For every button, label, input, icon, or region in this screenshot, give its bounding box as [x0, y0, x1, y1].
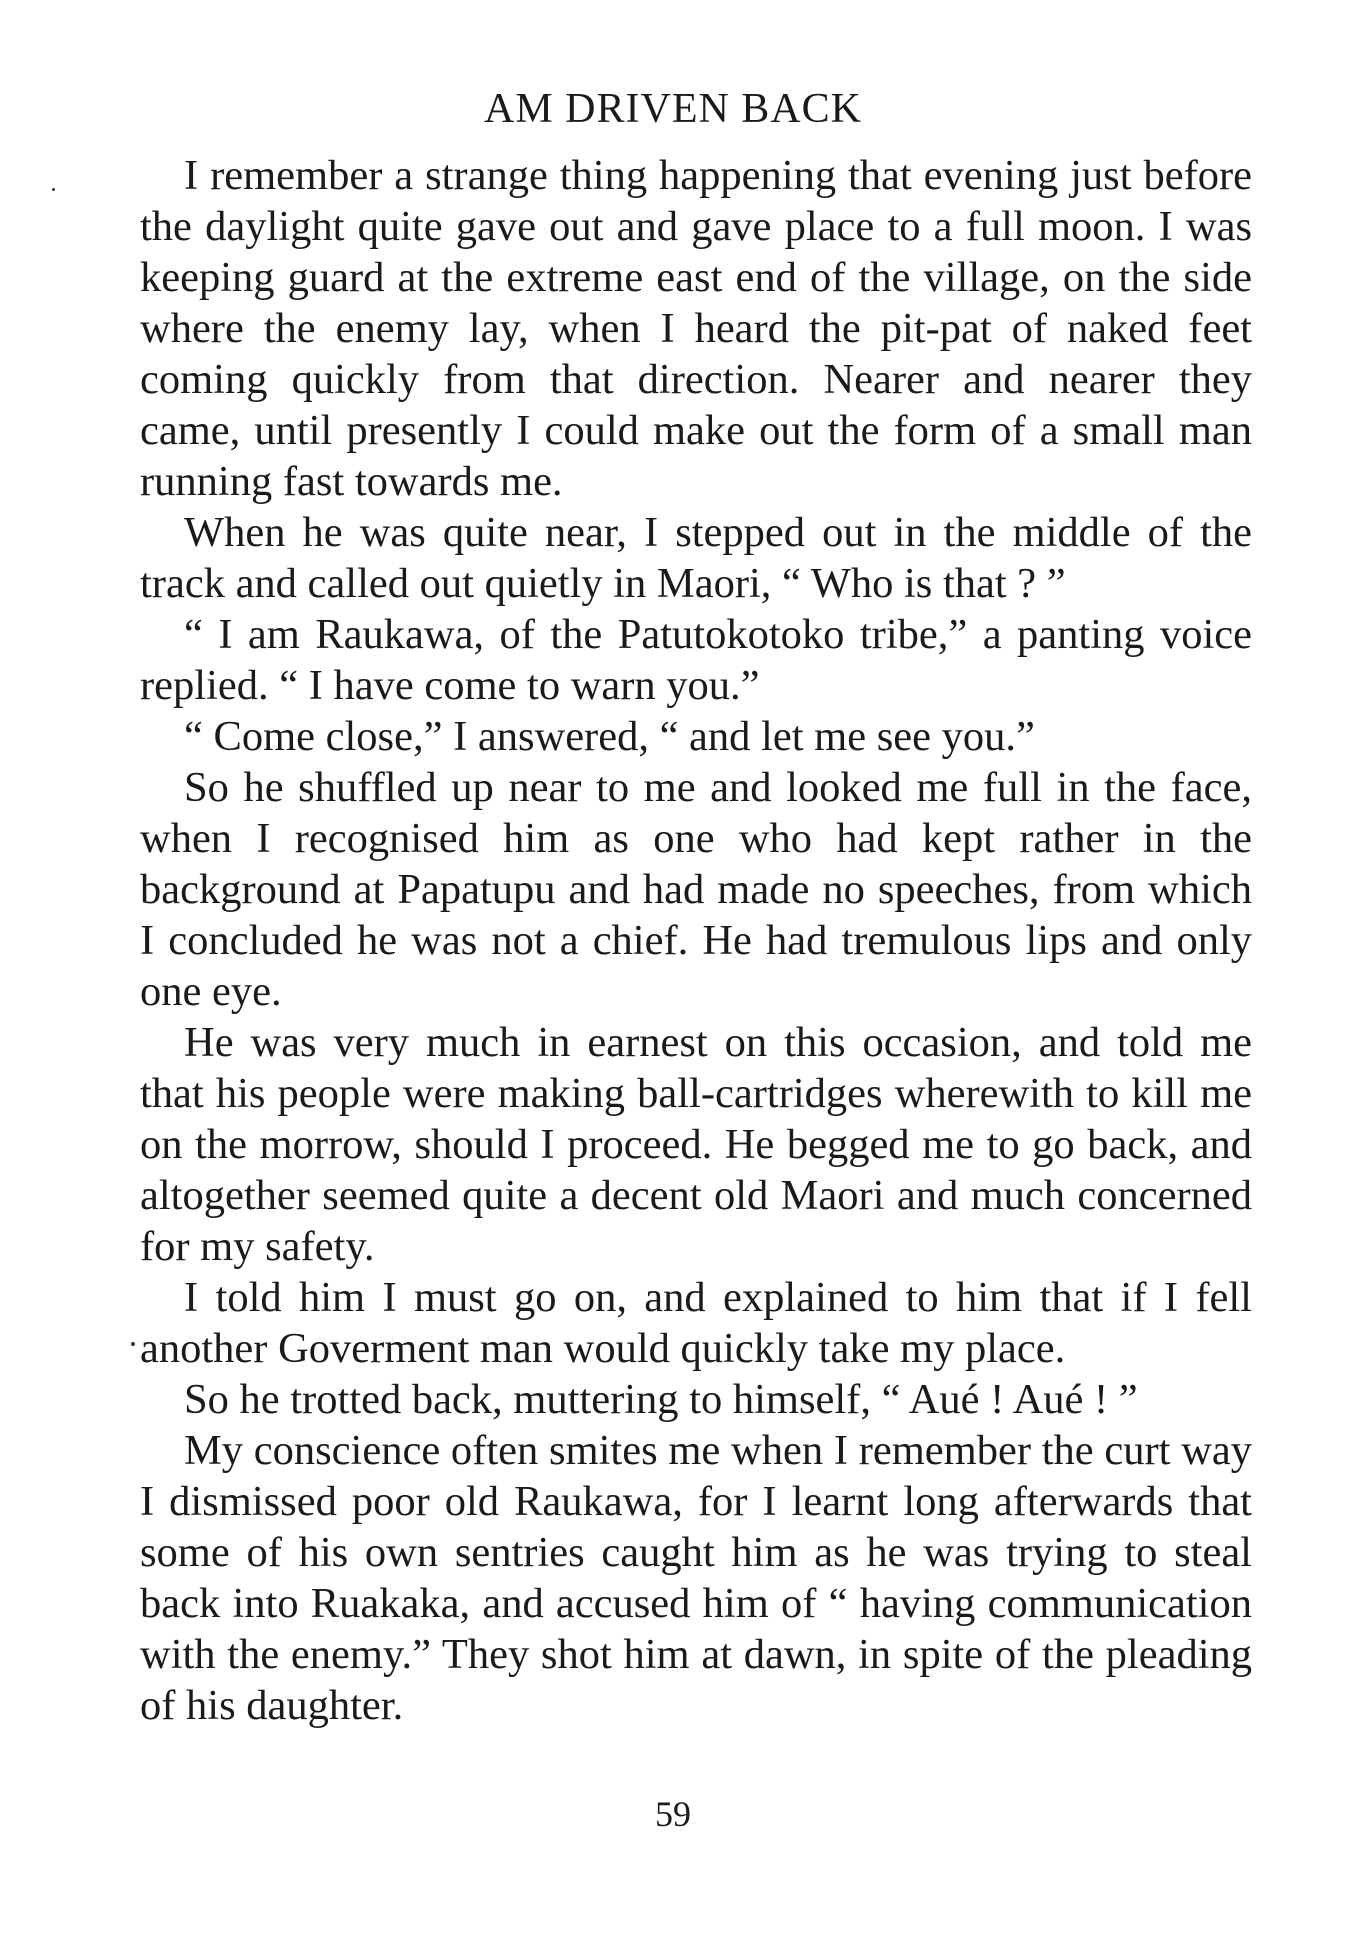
running-title: AM DRIVEN BACK — [483, 86, 862, 132]
paragraph: So he trotted back, muttering to himself, “ Aué ! Aué ! ” — [184, 1376, 1138, 1423]
page-number: 59 — [655, 1794, 691, 1834]
paragraph: When he was quite near, I stepped out in the middle of the track and called out quietly in Maori, “ Who is that ? ” — [140, 509, 1252, 607]
paragraph: “ Come close,” I answered, “ and let me see you.” — [184, 713, 1035, 760]
paragraph: He was very much in earnest on this occasion, and told me that his people were making ball-cartridges wherewith to kill me on the morrow, should I proceed. He begged me to go back, and altogether seemed quite a decent old Maori and much concerned for my safety. — [140, 1019, 1252, 1270]
print-speck — [131, 1342, 135, 1346]
paragraph: So he shuffled up near to me and looked me full in the face, when I recognised him as one who had kept rather in the background at Papatupu and had made no speeches, from which I concluded he was not a chief. He had tremulous lips and only one eye. — [140, 764, 1252, 1015]
print-speck — [52, 188, 55, 191]
paragraph: My conscience often smites me when I remember the curt way I dismissed poor old Raukawa, for I learnt long afterwards that some of his own sentries caught him as he was trying to steal back into Ruakaka, and accused him of “ having communication with the enemy.” They shot him at dawn, in spite of the pleading of his daughter. — [140, 1427, 1252, 1729]
paragraph: I told him I must go on, and explained to him that if I fell another Goverment man would quickly take my place. — [140, 1274, 1252, 1372]
body-text — [140, 150, 1252, 1731]
paragraph: “ I am Raukawa, of the Patutokotoko tribe,” a panting voice replied. “ I have come to warn you.” — [140, 611, 1252, 709]
paragraph: I remember a strange thing happening that evening just before the daylight quite gave out and gave place to a full moon. I was keeping guard at the extreme east end of the village, on the side where the enemy lay, when I heard the pit-pat of naked feet coming quickly from that direction. Nearer and nearer they came, until presently I could make out the form of a small man running fast towards me. — [140, 152, 1252, 505]
